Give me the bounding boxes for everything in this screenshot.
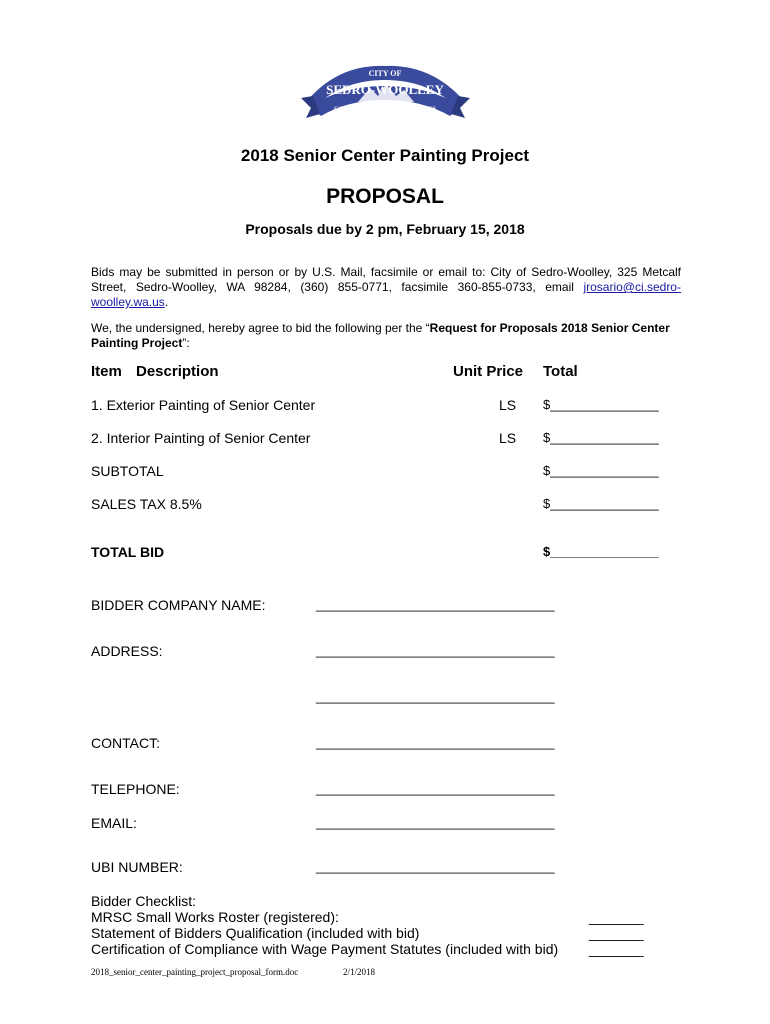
logo-city-of: CITY OF xyxy=(368,69,402,78)
instructions-line-1: Bids may be submitted in person or by U.S. Mail, facsimile or email to: City of Sedro-Woolley, 325 Metcalf xyxy=(91,265,681,279)
checklist-item-qualification: Statement of Bidders Qualification (included with bid) xyxy=(91,925,420,941)
logo-tagline: GATEWAY TO THE NORTH CASCADES xyxy=(334,106,436,112)
row-interior-total-blank[interactable]: $_______________ xyxy=(543,430,659,445)
checklist-blank-roster[interactable]: _______ xyxy=(589,909,644,925)
row-exterior-total-blank[interactable]: $_______________ xyxy=(543,397,659,412)
instructions-period: . xyxy=(164,295,169,309)
email-link-part-1[interactable]: jrosario@ci.sedro- xyxy=(583,280,681,294)
row-subtotal-blank[interactable]: $_______________ xyxy=(543,463,659,478)
field-email[interactable]: _________________________________ xyxy=(316,815,555,830)
label-ubi-number: UBI NUMBER: xyxy=(91,859,183,875)
field-address-2[interactable]: _________________________________ xyxy=(316,689,555,704)
row-interior-unit: LS xyxy=(499,430,517,446)
row-sales-tax-label: SALES TAX 8.5% xyxy=(91,496,202,512)
label-email: EMAIL: xyxy=(91,815,137,831)
field-contact[interactable]: _________________________________ xyxy=(316,735,555,750)
proposal-heading: PROPOSAL xyxy=(326,185,444,208)
submission-instructions xyxy=(91,265,681,310)
instructions-line-2 xyxy=(91,280,681,295)
email-link-part-2[interactable]: woolley.wa.us xyxy=(91,295,165,309)
footer-date: 2/1/2018 xyxy=(343,967,376,977)
checklist-blank-qualification[interactable]: _______ xyxy=(589,925,644,941)
instructions-line-3 xyxy=(91,295,168,309)
label-contact: CONTACT: xyxy=(91,735,160,751)
header-unit-price: Unit Price xyxy=(453,363,524,380)
label-telephone: TELEPHONE: xyxy=(91,781,180,797)
field-telephone[interactable]: _________________________________ xyxy=(316,781,555,796)
header-item: Item xyxy=(91,363,122,380)
header-total: Total xyxy=(543,363,578,380)
footer-filename: 2018_senior_center_painting_project_proposal_form.doc xyxy=(91,967,299,977)
row-interior-label: 2. Interior Painting of Senior Center xyxy=(91,430,311,446)
header-description: Description xyxy=(136,363,219,380)
instructions-line-2-text: Street, Sedro-Woolley, WA 98284, (360) 855-0771, facsimile 360-855-0733, email xyxy=(91,280,574,294)
due-date: Proposals due by 2 pm, February 15, 2018 xyxy=(245,221,525,237)
logo-main-text: SEDRO-WOOLLEY xyxy=(326,82,444,97)
row-subtotal-label: SUBTOTAL xyxy=(91,463,164,479)
agreement-statement xyxy=(91,321,681,351)
city-logo xyxy=(298,62,473,128)
checklist-title: Bidder Checklist: xyxy=(91,893,197,909)
agreement-post: ”: xyxy=(182,336,190,350)
field-ubi-number[interactable]: _________________________________ xyxy=(316,859,555,874)
field-company-name[interactable]: _________________________________ xyxy=(316,597,555,612)
row-total-bid-blank[interactable]: $_______________ xyxy=(543,544,659,559)
row-exterior-label: 1. Exterior Painting of Senior Center xyxy=(91,397,316,413)
project-title: 2018 Senior Center Painting Project xyxy=(240,146,530,165)
checklist-blank-wage-compliance[interactable]: _______ xyxy=(589,941,644,957)
agreement-pre: We, the undersigned, hereby agree to bid the following per the “ xyxy=(91,321,430,335)
field-address-1[interactable]: _________________________________ xyxy=(316,643,555,658)
checklist-item-wage-compliance: Certification of Compliance with Wage Payment Statutes (included with bid) xyxy=(91,941,559,957)
agreement-rfp-title: Request for Proposals 2018 Senior Center Painting Project xyxy=(91,321,670,350)
row-exterior-unit: LS xyxy=(499,397,517,413)
label-company-name: BIDDER COMPANY NAME: xyxy=(91,597,266,613)
label-address: ADDRESS: xyxy=(91,643,163,659)
row-total-bid-label: TOTAL BID xyxy=(91,544,165,560)
row-sales-tax-blank[interactable]: $_______________ xyxy=(543,496,659,511)
checklist-item-roster: MRSC Small Works Roster (registered): xyxy=(91,909,339,925)
